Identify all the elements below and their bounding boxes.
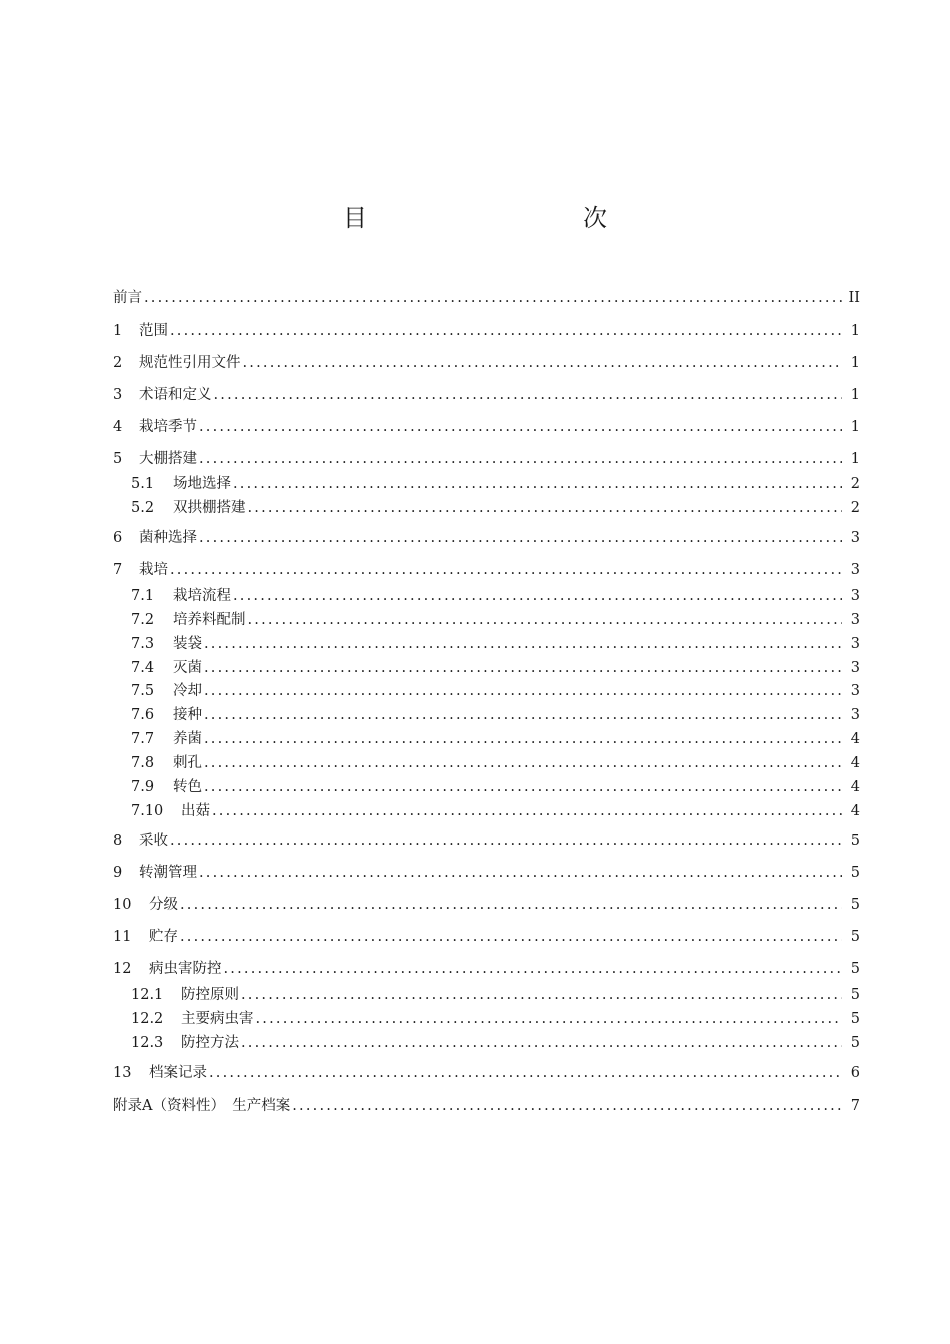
toc-entry-title: 转潮管理 — [139, 865, 197, 881]
toc-entry-title: 栽培季节 — [139, 419, 197, 435]
dot-leader — [144, 287, 842, 309]
toc-entry-page: 5 — [850, 961, 860, 977]
toc-entry-page: 5 — [850, 833, 860, 849]
toc-entry-page: II — [848, 290, 860, 306]
toc-entry-12-2[interactable] — [113, 1008, 860, 1030]
toc-entry-page: 5 — [850, 897, 860, 913]
toc-entry-page: 3 — [850, 660, 860, 676]
dot-leader — [256, 1008, 843, 1030]
dot-leader — [170, 830, 842, 852]
dot-leader — [204, 728, 842, 750]
toc-entry-7-3[interactable] — [113, 633, 860, 655]
toc-entry-7-9[interactable] — [113, 776, 860, 798]
toc-entry-4[interactable] — [113, 416, 860, 438]
dot-leader — [233, 473, 842, 495]
toc-entry-7-7[interactable] — [113, 728, 860, 750]
toc-entry-5-1[interactable] — [113, 473, 860, 495]
toc-entry-number: 7.4 — [131, 660, 155, 676]
toc-entry-title: 转色 — [173, 779, 202, 795]
toc-entry-page: 4 — [850, 755, 860, 771]
toc-entry-number: 7.10 — [131, 803, 164, 819]
dot-leader — [212, 800, 842, 822]
toc-entry-page: 7 — [850, 1098, 860, 1114]
toc-entry-13[interactable] — [113, 1062, 860, 1084]
dot-leader — [170, 320, 842, 342]
dot-leader — [180, 894, 842, 916]
toc-entry-7[interactable] — [113, 559, 860, 581]
toc-entry-title: 大棚搭建 — [139, 451, 197, 467]
toc-entry-number: 7.6 — [131, 707, 155, 723]
toc-entry-3[interactable] — [113, 384, 860, 406]
toc-entry-number: 4 — [113, 419, 123, 435]
toc-entry-page: 5 — [850, 929, 860, 945]
toc-entry-1[interactable] — [113, 320, 860, 342]
toc-entry-number: 13 — [113, 1065, 132, 1081]
toc-entry-7-1[interactable] — [113, 585, 860, 607]
toc-entry-page: 2 — [850, 476, 860, 492]
dot-leader — [233, 585, 842, 607]
toc-entry-number: 7.1 — [131, 588, 155, 604]
toc-entry-number: 11 — [113, 929, 132, 945]
dot-leader — [199, 416, 842, 438]
toc-entry-page: 1 — [850, 419, 860, 435]
toc-entry-title: 栽培 — [139, 562, 168, 578]
toc-entry-5-2[interactable] — [113, 497, 860, 519]
toc-entry-11[interactable] — [113, 926, 860, 948]
toc-entry-page: 3 — [850, 636, 860, 652]
toc-entry-7-6[interactable] — [113, 704, 860, 726]
toc-entry-number: 7.2 — [131, 612, 155, 628]
toc-entry-title: 附录A（资料性） 生产档案 — [113, 1098, 291, 1114]
toc-entry-number: 1 — [113, 323, 123, 339]
toc-entry-page: 3 — [850, 683, 860, 699]
toc-entry-10[interactable] — [113, 894, 860, 916]
toc-entry-page: 3 — [850, 588, 860, 604]
dot-leader — [204, 752, 842, 774]
toc-entry-title: 接种 — [173, 707, 202, 723]
toc-entry-appendix-a[interactable] — [113, 1095, 860, 1117]
toc-entry-number: 5.1 — [131, 476, 155, 492]
toc-entry-title: 双拱棚搭建 — [173, 500, 246, 516]
toc-entry-number: 8 — [113, 833, 123, 849]
dot-leader — [248, 609, 843, 631]
toc-entry-number: 7 — [113, 562, 123, 578]
toc-entry-title: 病虫害防控 — [149, 961, 222, 977]
toc-entry-number: 7.5 — [131, 683, 155, 699]
toc-entry-title: 场地选择 — [173, 476, 231, 492]
toc-entry-page: 5 — [850, 1035, 860, 1051]
toc-entry-number: 12 — [113, 961, 132, 977]
dot-leader — [243, 352, 843, 374]
toc-entry-title: 刺孔 — [173, 755, 202, 771]
toc-entry-number: 5 — [113, 451, 123, 467]
dot-leader — [204, 704, 842, 726]
toc-entry-7-5[interactable] — [113, 680, 860, 702]
toc-entry-title: 前言 — [113, 290, 142, 306]
toc-entry-page: 3 — [850, 612, 860, 628]
toc-entry-title: 培养料配制 — [173, 612, 246, 628]
toc-entry-number: 7.8 — [131, 755, 155, 771]
toc-entry-number: 7.9 — [131, 779, 155, 795]
toc-entry-2[interactable] — [113, 352, 860, 374]
dot-leader — [204, 776, 842, 798]
toc-entry-number: 6 — [113, 530, 123, 546]
toc-entry-12-1[interactable] — [113, 984, 860, 1006]
toc-entry-7-10[interactable] — [113, 800, 860, 822]
dot-leader — [241, 984, 842, 1006]
toc-entry-title: 装袋 — [173, 636, 202, 652]
dot-leader — [199, 448, 842, 470]
toc-entry-title: 防控原则 — [181, 987, 239, 1003]
toc-entry-title: 出菇 — [181, 803, 210, 819]
toc-entry-title: 术语和定义 — [139, 387, 212, 403]
toc-entry-number: 12.2 — [131, 1011, 164, 1027]
toc-entry-page: 5 — [850, 865, 860, 881]
toc-entry-title: 防控方法 — [181, 1035, 239, 1051]
dot-leader — [224, 958, 843, 980]
toc-entry-title: 菌种选择 — [139, 530, 197, 546]
dot-leader — [199, 527, 842, 549]
toc-entry-7-8[interactable] — [113, 752, 860, 774]
toc-entry-9[interactable] — [113, 862, 860, 884]
toc-entry-page: 3 — [850, 562, 860, 578]
toc-entry-number: 3 — [113, 387, 123, 403]
toc-entry-page: 1 — [850, 451, 860, 467]
toc-entry-12-3[interactable] — [113, 1032, 860, 1054]
toc-entry-page: 5 — [850, 987, 860, 1003]
dot-leader — [180, 926, 842, 948]
dot-leader — [241, 1032, 842, 1054]
toc-entry-number: 7.7 — [131, 731, 155, 747]
toc-entry-title: 灭菌 — [173, 660, 202, 676]
toc-entry-title: 采收 — [139, 833, 168, 849]
toc-entry-page: 2 — [850, 500, 860, 516]
toc-entry-title: 栽培流程 — [173, 588, 231, 604]
toc-entry-page: 6 — [850, 1065, 860, 1081]
toc-entry-number: 12.1 — [131, 987, 164, 1003]
toc-entry-title: 贮存 — [149, 929, 178, 945]
page-title: 目 次 — [343, 204, 663, 232]
toc-entry-title: 规范性引用文件 — [139, 355, 241, 371]
toc-entry-7-4[interactable] — [113, 657, 860, 679]
toc-entry-page: 5 — [850, 1011, 860, 1027]
toc-entry-number: 2 — [113, 355, 123, 371]
toc-entry-title: 分级 — [149, 897, 178, 913]
dot-leader — [209, 1062, 842, 1084]
toc-entry-page: 1 — [850, 323, 860, 339]
dot-leader — [214, 384, 843, 406]
toc-entry-title: 范围 — [139, 323, 168, 339]
toc-entry-6[interactable] — [113, 527, 860, 549]
toc-entry-foreword[interactable] — [113, 287, 860, 309]
toc-entry-title: 档案记录 — [149, 1065, 207, 1081]
dot-leader — [204, 680, 842, 702]
toc-entry-page: 3 — [850, 530, 860, 546]
dot-leader — [204, 633, 842, 655]
dot-leader — [292, 1095, 842, 1117]
toc-entry-title: 养菌 — [173, 731, 202, 747]
toc-entry-number: 9 — [113, 865, 123, 881]
toc-entry-page: 1 — [850, 387, 860, 403]
toc-entry-page: 4 — [850, 731, 860, 747]
toc-entry-page: 4 — [850, 779, 860, 795]
dot-leader — [199, 862, 842, 884]
toc-entry-8[interactable] — [113, 830, 860, 852]
toc-entry-page: 3 — [850, 707, 860, 723]
toc-entry-5[interactable] — [113, 448, 860, 470]
dot-leader — [170, 559, 842, 581]
toc-entry-page: 1 — [850, 355, 860, 371]
toc-entry-title: 冷却 — [173, 683, 202, 699]
toc-entry-page: 4 — [850, 803, 860, 819]
toc-entry-number: 12.3 — [131, 1035, 164, 1051]
dot-leader — [204, 657, 842, 679]
toc-entry-title: 主要病虫害 — [181, 1011, 254, 1027]
toc-entry-7-2[interactable] — [113, 609, 860, 631]
toc-entry-number: 5.2 — [131, 500, 155, 516]
toc-entry-number: 7.3 — [131, 636, 155, 652]
toc-entry-number: 10 — [113, 897, 132, 913]
dot-leader — [248, 497, 843, 519]
toc-entry-12[interactable] — [113, 958, 860, 980]
